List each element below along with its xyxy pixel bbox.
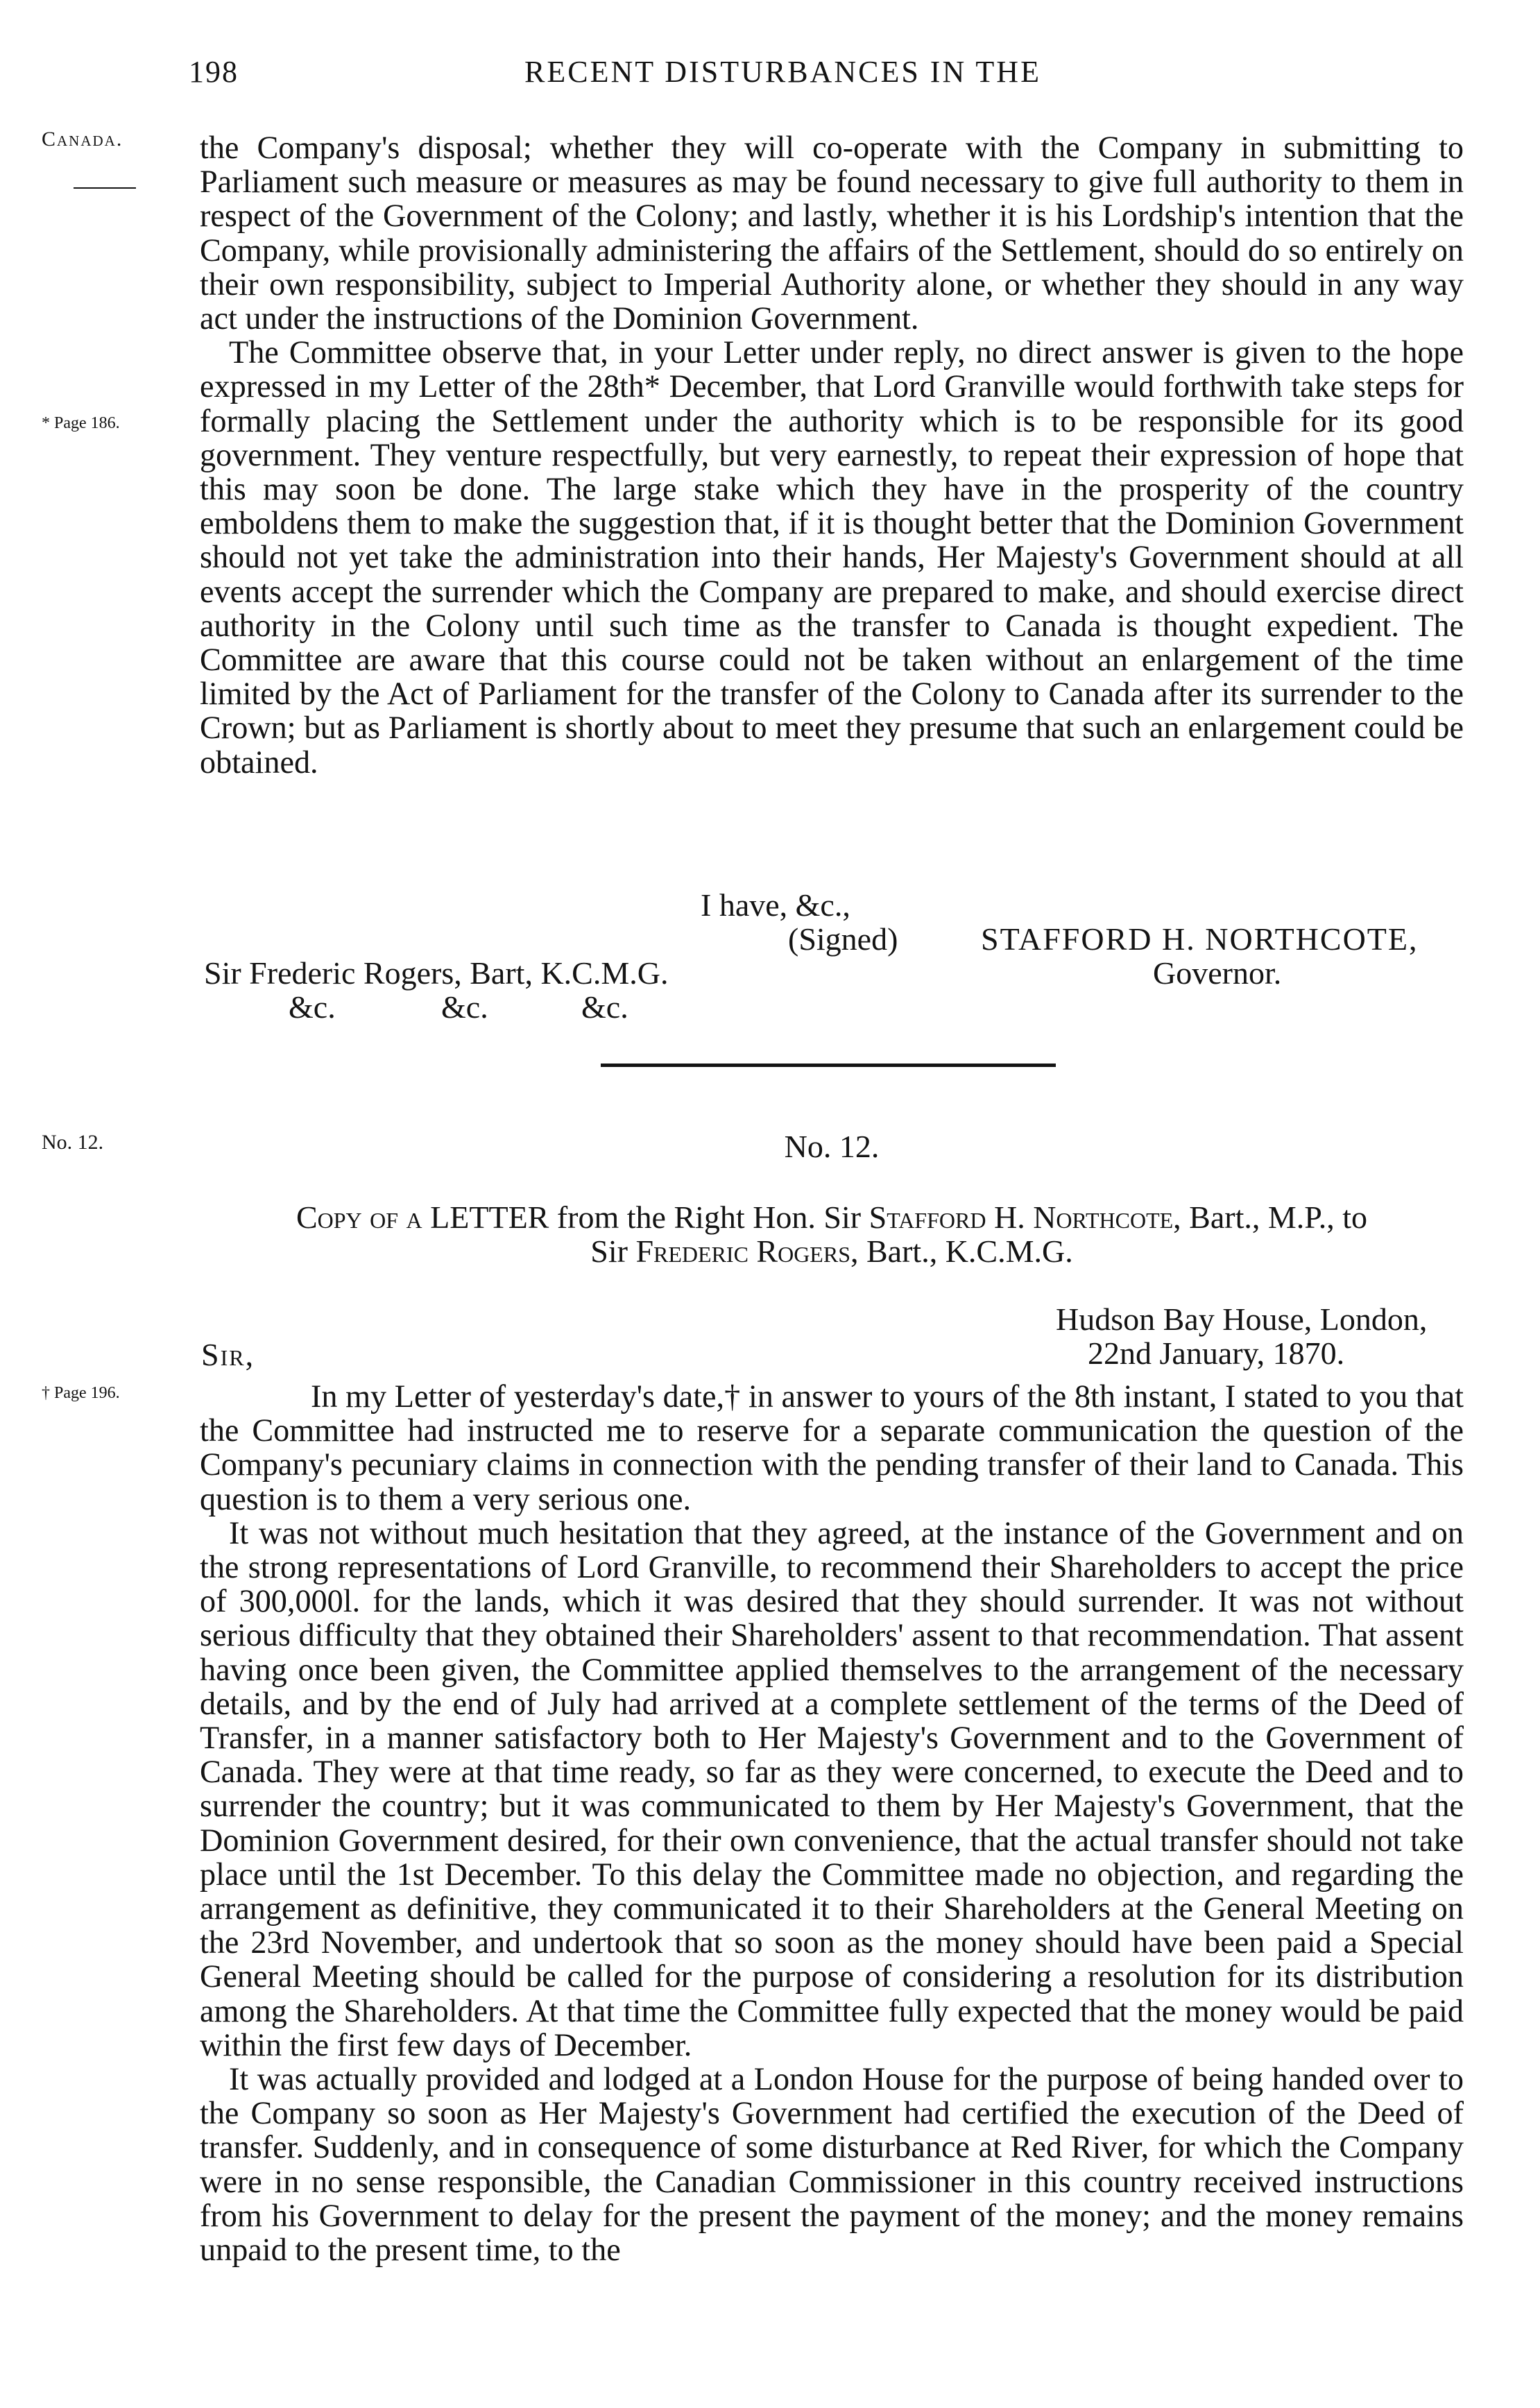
heading-text: Copy of a (296, 1199, 431, 1235)
letter-12-body (200, 1379, 1464, 2266)
paragraph: It was actually provided and lodged at a London House for the purpose of being handed over to the Company so soon as Her Majesty's Government had certified the execution of the Deed of transfer. Suddenly, and in consequence of some disturbance at Red River, for which the Company were in no sense responsible, the Canadian Commissioner in this country received instructions from his Government to delay for the present the payment of the money; and the money remains unpaid to the present time, to the (200, 2061, 1464, 2268)
paragraph: It was not without much hesitation that they agreed, at the instance of the Government and on the strong representations of Lord Granville, to recommend their Shareholders to accept the price of 300,000l. for the lands, which it was desired that they should surrender. It was not without serious difficulty that they obtained their Shareholders' assent to that recommendation. That assent having once been given, the Committee applied themselves to the arrangement of the necessary details, and by the end of July had arrived at a complete settlement of the terms of the Deed of Transfer, in a manner satisfactory both to Her Majesty's Government and to the Government of Canada. They were at that time ready, so far as they were concerned, to execute the Deed and to surrender the country; but it was communicated to them by Her Majesty's Government, that the Dominion Government desired, for their own convenience, that the actual transfer should not take place until the 1st December. To this delay the Committee made no objection, and regarding the arrangement as definitive, they communicated it to their Shareholders at the General Meeting on the 23rd November, and undertook that so soon as the money should have been paid a Special General Meeting should be called for the purpose of considering a resolution for its distribution among the Shareholders. At that time the Committee fully expected that the money would be paid within the first few days of December. (200, 1514, 1464, 2063)
heading-text: Frederic Rogers (635, 1233, 850, 1269)
signatory-name: STAFFORD H. NORTHCOTE, (981, 921, 1419, 957)
margin-rule (74, 187, 136, 189)
salutation: Sir, (201, 1337, 255, 1372)
addressee: Sir Frederic Rogers, Bart, K.C.M.G. (204, 955, 669, 991)
sender-address: Hudson Bay House, London, (1056, 1301, 1428, 1337)
heading-text: Northcote (1033, 1199, 1174, 1235)
paragraph: The Committee observe that, in your Letter under reply, no direct answer is given to the hope expressed in my Letter of the 28th* December, that Lord Granville would forthwith take steps for formally placing the Settlement under the authority which is to be responsible for its good government. They venture respectfully, but very earnestly, to repeat their expression of hope that this may soon be done. The large stake which they have in the prosperity of the country emboldens them to make the suggestion that, if it is thought better that the Dominion Government should not yet take the administration into their hands, Her Majesty's Government should at all events accept the surrender which the Company are prepared to make, and should exercise direct authority in the Colony until such time as the transfer to Canada is thought expedient. The Committee are aware that this course could not be taken without an enlargement of the time limited by the Act of Parliament for the transfer of the Colony to Canada after its surrender to the Crown; but as Parliament is shortly about to meet they presume that such an enlargement could be obtained. (200, 334, 1464, 780)
letter-number: No. 12. (784, 1129, 880, 1164)
letter-heading-line2 (200, 1234, 1464, 1268)
letter-heading (200, 1200, 1464, 1234)
heading-text: LETTER (430, 1199, 549, 1235)
heading-text: Sir (590, 1233, 636, 1269)
signed-label: (Signed) (788, 921, 898, 957)
page-number: 198 (189, 55, 239, 89)
heading-text: Stafford (869, 1199, 986, 1235)
etc-mark: &c. (581, 989, 628, 1025)
signatory-title: Governor. (1153, 955, 1282, 991)
letter-date: 22nd January, 1870. (1088, 1335, 1345, 1371)
margin-note-page-ref: * Page 186. (42, 414, 120, 432)
section-divider (601, 1064, 1056, 1067)
heading-text: H. (986, 1199, 1034, 1235)
paragraph: the Company's disposal; whether they will co-operate with the Company in submitting to Parliament such measure or measures as may be found necessary to give full authority to them in respect of the Government of the Colony; and lastly, whether it is his Lordship's intention that the Company, while provisionally administering the affairs of the Settlement, should do so entirely on their own responsibility, subject to Imperial Authority alone, or whether they should in any way act under the instructions of the Dominion Government. (200, 130, 1464, 336)
running-head: RECENT DISTURBANCES IN THE (524, 55, 1041, 89)
letter-11-body (200, 130, 1464, 779)
margin-note-country: Canada. (42, 128, 123, 151)
heading-text: , Bart., M.P., to (1173, 1199, 1368, 1235)
margin-note-page-ref: † Page 196. (42, 1384, 120, 1402)
heading-text: , Bart., K.C.M.G. (850, 1233, 1073, 1269)
paragraph: In my Letter of yesterday's date,† in answer to yours of the 8th instant, I stated to you that the Committee had instructed me to reserve for a separate communication the question of the Company's pecuniary claims in connection with the pending transfer of their land to Canada. This question is to them a very serious one. (200, 1378, 1464, 1517)
etc-mark: &c. (441, 989, 488, 1025)
margin-note-number: No. 12. (42, 1131, 104, 1154)
closing: I have, &c., (701, 887, 850, 923)
etc-mark: &c. (289, 989, 336, 1025)
heading-text: from the Right Hon. Sir (549, 1199, 869, 1235)
